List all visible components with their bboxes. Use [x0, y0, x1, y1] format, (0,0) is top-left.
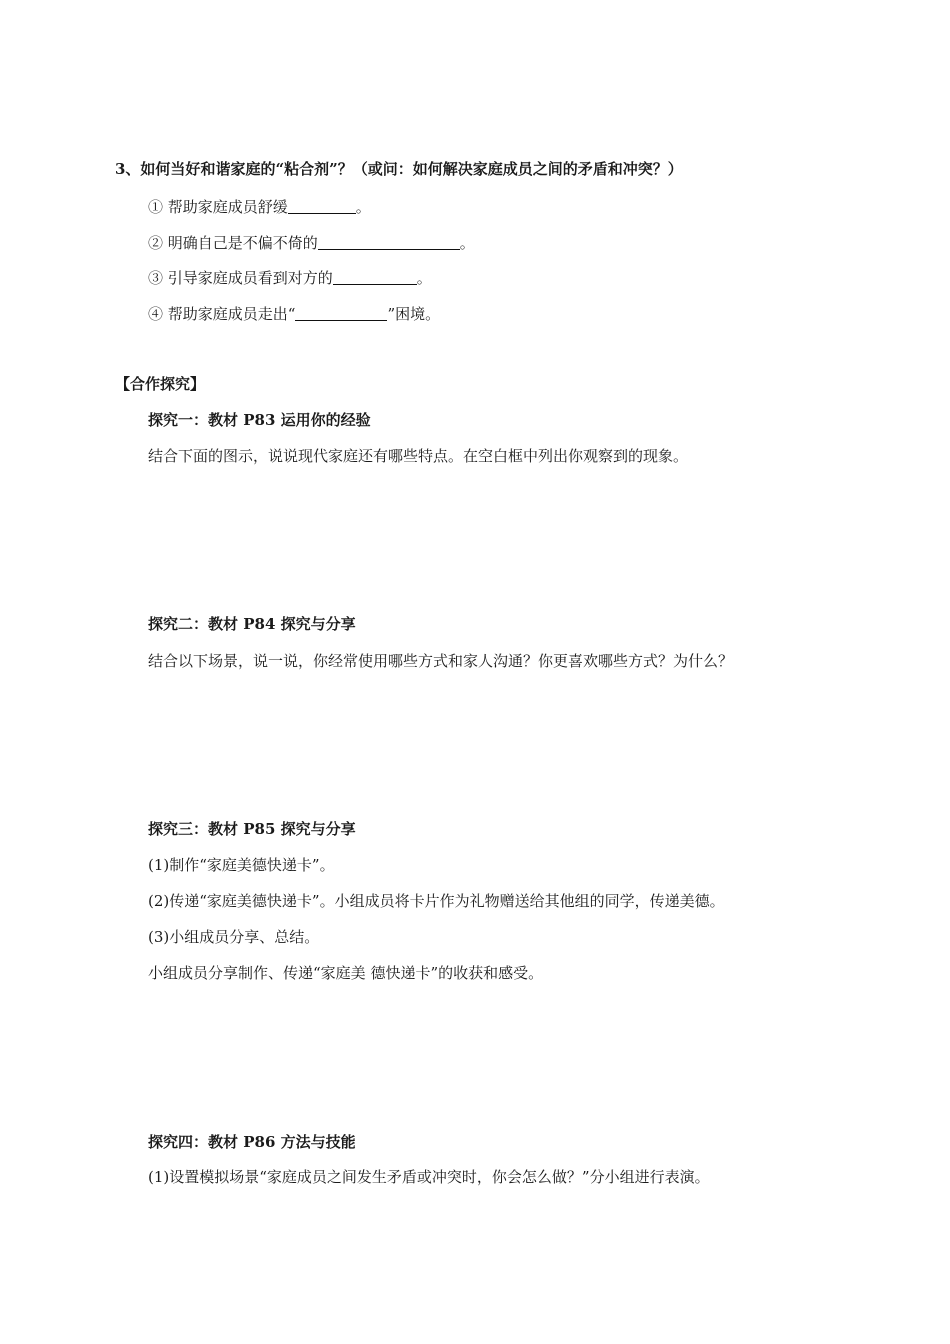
explore-3-step-3: (3)小组成员分享、总结。: [148, 928, 320, 946]
item-2-suffix: 。: [459, 234, 475, 252]
item-2-prefix: ② 明确自己是不偏不倚的: [148, 234, 318, 252]
explore-1-title: 探究一：教材 P83 运用你的经验: [148, 411, 371, 429]
explore-3-step-1: (1)制作“家庭美德快递卡”。: [148, 856, 335, 874]
question-3-item-3: [148, 268, 432, 288]
item-1-suffix: 。: [355, 198, 371, 216]
explore-1-text: 结合下面的图示，说说现代家庭还有哪些特点。在空白框中列出你观察到的现象。: [148, 447, 689, 465]
explore-4-step-1: (1)设置模拟场景“家庭成员之间发生矛盾或冲突时，你会怎么做？”分小组进行表演。: [148, 1168, 710, 1186]
item-4-prefix: ④ 帮助家庭成员走出“: [148, 305, 296, 323]
fill-blank-1[interactable]: [288, 199, 356, 214]
fill-blank-3[interactable]: [333, 270, 417, 285]
explore-3-title: 探究三：教材 P85 探究与分享: [148, 820, 356, 838]
question-3-item-2: [148, 233, 475, 253]
explore-4-title: 探究四：教材 P86 方法与技能: [148, 1133, 356, 1151]
question-3-item-1: [148, 197, 371, 217]
question-3-item-4: [148, 304, 440, 324]
section-heading: 【合作探究】: [115, 375, 206, 393]
explore-2-title: 探究二：教材 P84 探究与分享: [148, 615, 356, 633]
fill-blank-4[interactable]: [295, 306, 387, 321]
question-3-title: 3、如何当好和谐家庭的“粘合剂”？（或问：如何解决家庭成员之间的矛盾和冲突？）: [115, 160, 683, 178]
explore-3-summary: 小组成员分享制作、传递“家庭美 德快递卡”的收获和感受。: [148, 964, 544, 982]
explore-3-step-2: (2)传递“家庭美德快递卡”。小组成员将卡片作为礼物赠送给其他组的同学，传递美德。: [148, 892, 725, 910]
item-4-suffix: ”困境。: [387, 305, 441, 323]
item-3-prefix: ③ 引导家庭成员看到对方的: [148, 269, 333, 287]
fill-blank-2[interactable]: [318, 235, 460, 250]
explore-2-text: 结合以下场景，说一说，你经常使用哪些方式和家人沟通？你更喜欢哪些方式？为什么？: [148, 652, 734, 670]
item-1-prefix: ① 帮助家庭成员舒缓: [148, 198, 288, 216]
item-3-suffix: 。: [416, 269, 432, 287]
